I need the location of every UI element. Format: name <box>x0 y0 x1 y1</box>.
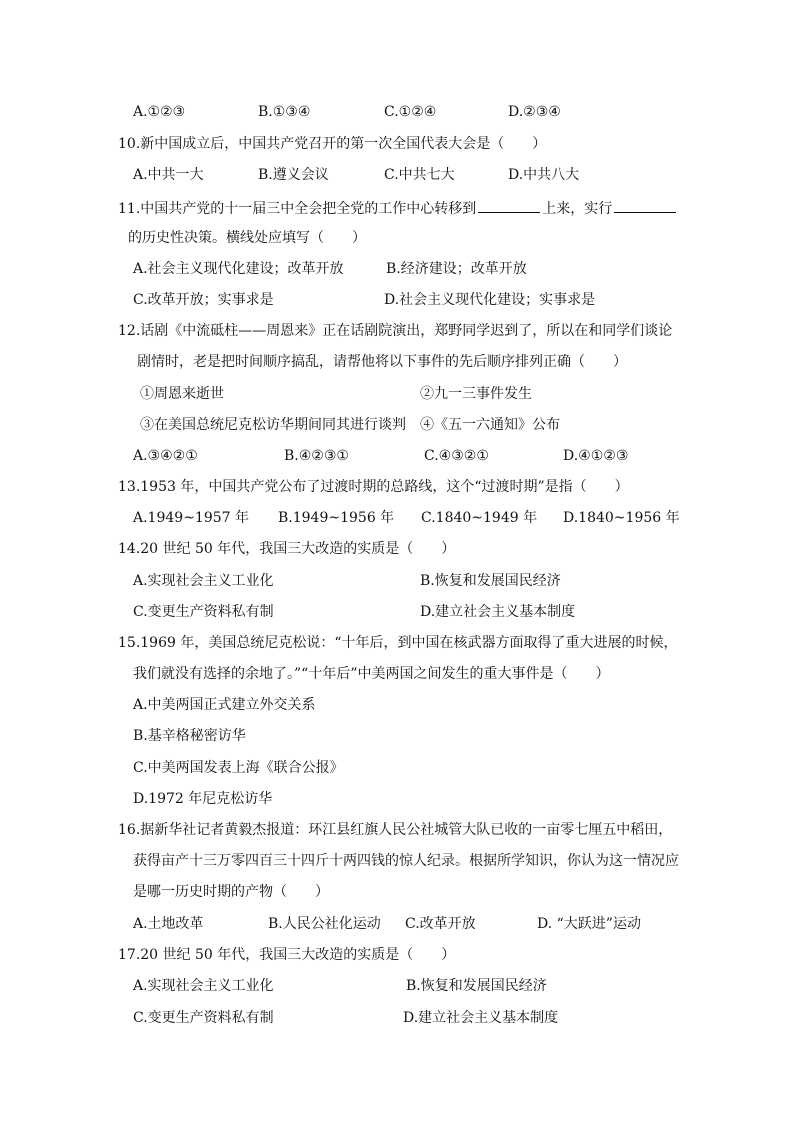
q15-option-c: C.中美两国发表上海《联合公报》 <box>133 760 344 776</box>
q14-option-d: D.建立社会主义基本制度 <box>420 604 576 620</box>
q11-option-d: D.社会主义现代化建设；实事求是 <box>384 292 596 308</box>
q16-stem-line1: 16.据新华社记者黄毅杰报道：环江县红旗人民公社城管大队已收的一亩零七厘五中稻田， <box>118 822 673 838</box>
q11-blank-2 <box>614 198 676 213</box>
q17-option-c: C.变更生产资料私有制 <box>133 1010 274 1026</box>
q11-option-c: C.改革开放；实事求是 <box>133 292 274 308</box>
q12-event-4: ④《五一六通知》公布 <box>420 417 560 433</box>
q10-option-c: C.中共七大 <box>384 167 455 183</box>
q11-stem-line1 <box>118 198 678 216</box>
q14-option-c: C.变更生产资料私有制 <box>133 604 274 620</box>
q17-option-b: B.恢复和发展国民经济 <box>406 978 547 994</box>
q14-stem: 14.20 世纪 50 年代，我国三大改造的实质是（ ） <box>118 541 456 557</box>
q9-option-a: A.①②③ <box>133 104 186 120</box>
q11-option-b: B.经济建设；改革开放 <box>386 261 527 277</box>
q16-option-b: B.人民公社化运动 <box>268 916 381 932</box>
q16-option-c: C.改革开放 <box>405 916 476 932</box>
q16-stem-line2: 获得亩产十三万零四百三十四斤十两四钱的惊人纪录。根据所学知识，你认为这一情况应 <box>133 853 679 869</box>
q12-event-3: ③在美国总统尼克松访华期间同其进行谈判 <box>140 417 406 433</box>
q13-option-c: C.1840~1949 年 <box>421 510 538 526</box>
q13-option-a: A.1949~1957 年 <box>133 510 249 526</box>
q11-option-a: A.社会主义现代化建设；改革开放 <box>133 261 344 277</box>
q10-option-b: B.遵义会议 <box>258 167 329 183</box>
q11-blank-1 <box>478 198 540 213</box>
q15-option-b: B.基辛格秘密访华 <box>133 728 246 744</box>
q12-option-a: A.③④②① <box>133 448 198 464</box>
q13-stem: 13.1953 年，中国共产党公布了过渡时期的总路线，这个“过渡时期”是指（ ） <box>118 479 629 495</box>
q11-stem-part2: 上来，实行 <box>542 201 613 217</box>
q11-stem-part1: 11.中国共产党的十一届三中全会把全党的工作中心转移到 <box>118 201 477 217</box>
q13-option-d: D.1840~1956 年 <box>563 510 680 526</box>
q12-option-b: B.④②③① <box>284 448 349 464</box>
q15-option-a: A.中美两国正式建立外交关系 <box>133 697 316 713</box>
q12-event-1: ①周恩来逝世 <box>140 386 224 402</box>
q9-option-c: C.①②④ <box>384 104 437 120</box>
q11-stem-line2: 的历史性决策。横线处应填写（ ） <box>128 230 366 246</box>
q9-option-b: B.①③④ <box>258 104 311 120</box>
q16-stem-line3: 是哪一历史时期的产物（ ） <box>133 884 329 900</box>
q12-event-2: ②九一三事件发生 <box>420 386 532 402</box>
q10-option-a: A.中共一大 <box>133 167 204 183</box>
q17-option-d: D.建立社会主义基本制度 <box>403 1010 559 1026</box>
q10-stem: 10.新中国成立后，中国共产党召开的第一次全国代表大会是（ ） <box>118 136 547 152</box>
q15-stem-line1: 15.1969 年，美国总统尼克松说：“十年后，到中国在核武器方面取得了重大进展的时候， <box>118 635 678 651</box>
q16-option-a: A.土地改革 <box>133 916 204 932</box>
q14-option-b: B.恢复和发展国民经济 <box>420 573 561 589</box>
q9-option-d: D.②③④ <box>508 104 561 120</box>
q10-option-d: D.中共八大 <box>508 167 580 183</box>
q12-option-c: C.④③②① <box>424 448 489 464</box>
q17-stem: 17.20 世纪 50 年代，我国三大改造的实质是（ ） <box>118 947 456 963</box>
q12-stem-line1: 12.话剧《中流砥柱——周恩来》正在话剧院演出，郑野同学迟到了，所以在和同学们谈论 <box>118 323 673 339</box>
q12-option-d: D.④①②③ <box>563 448 629 464</box>
q13-option-b: B.1949~1956 年 <box>278 510 395 526</box>
q17-option-a: A.实现社会主义工业化 <box>133 978 274 994</box>
q15-stem-line2: 我们就没有选择的余地了。”“十年后”中美两国之间发生的重大事件是（ ） <box>133 666 610 682</box>
q16-option-d: D. “大跃进”运动 <box>537 916 641 932</box>
q15-option-d: D.1972 年尼克松访华 <box>133 791 273 807</box>
q14-option-a: A.实现社会主义工业化 <box>133 573 274 589</box>
q12-stem-line2: 剧情时，老是把时间顺序搞乱，请帮他将以下事件的先后顺序排列正确（ ） <box>137 354 627 370</box>
